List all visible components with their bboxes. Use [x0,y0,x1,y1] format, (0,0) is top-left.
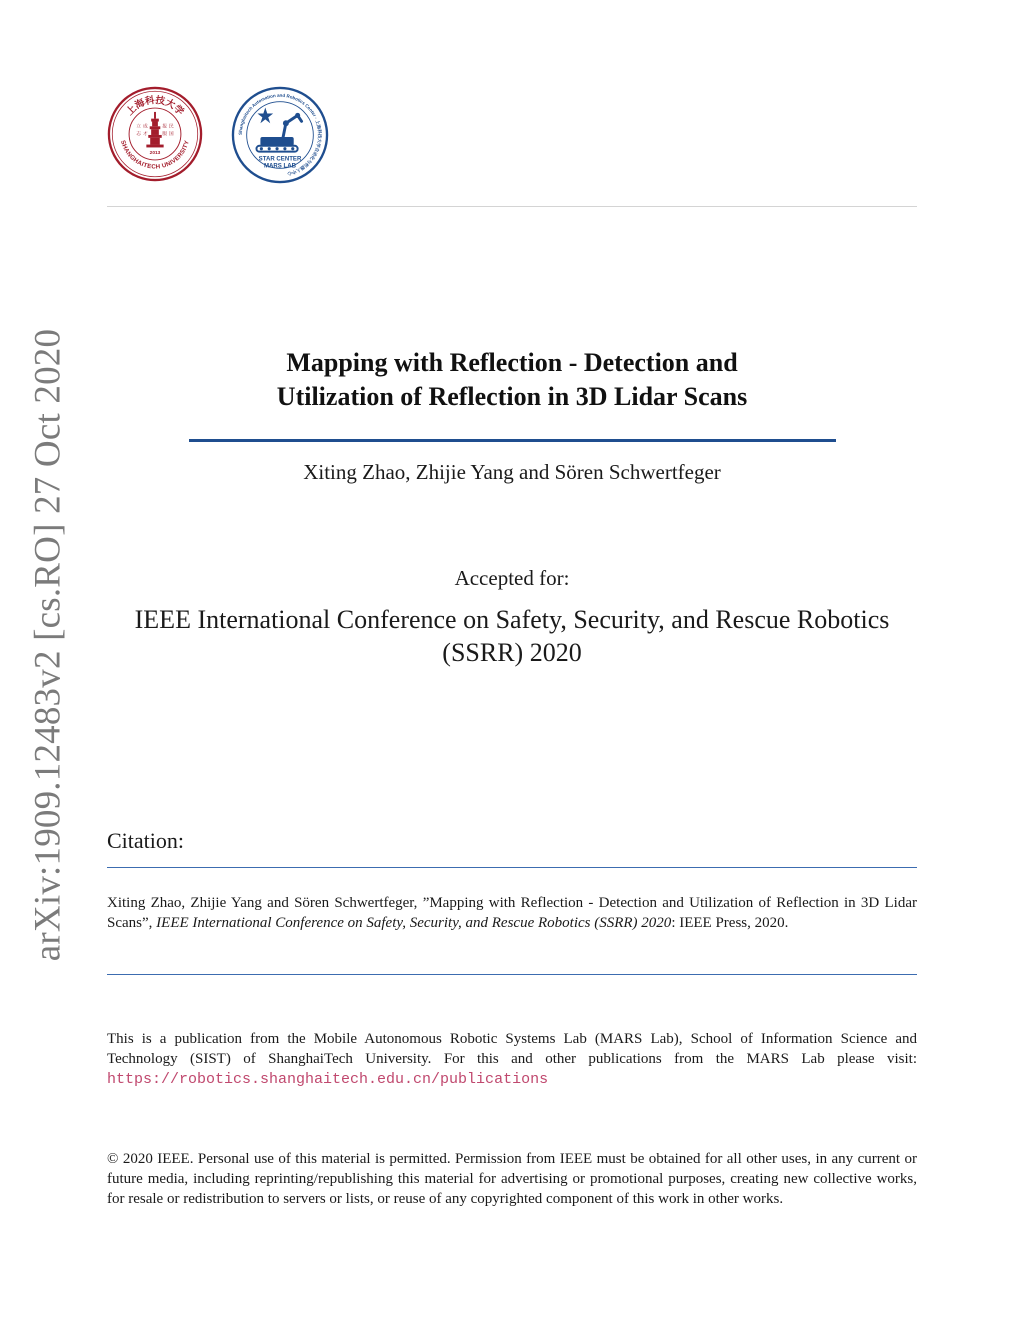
mars-label-line1: STAR CENTER [258,156,302,163]
svg-text:报: 报 [162,124,167,130]
svg-text:才: 才 [143,131,148,137]
citation-heading: Citation: [107,828,184,853]
robot-body-icon [260,137,293,146]
publication-notice [107,1029,917,1090]
svg-text:民: 民 [168,124,174,130]
paper-title [200,346,824,414]
citation-venue: IEEE International Conference on Safety, Security, and Rescue Robotics (SSRR) 2020 [156,915,672,931]
citation-text [107,893,917,933]
author-list: Xiting Zhao, Zhijie Yang and Sören Schwertfeger [303,460,721,484]
citation-bottom-rule [107,974,917,975]
header-divider [107,206,917,207]
copyright-notice: © 2020 IEEE. Personal use of this material is permitted. Permission from IEEE must be obtained for all other uses, in any current or future media, including reprinting/republishing this material for advertising or promotional purposes, creating new collective works, for resale or redistribution to servers or lists, or reuse of any copyrighted component of this work in other works. [107,1151,917,1207]
accepted-for-label: Accepted for: [454,566,570,590]
citation-publisher: : IEEE Press, 2020. [671,915,789,931]
shanghaitech-year: 2013 [149,151,161,157]
conference-venue-line2: (SSRR) 2020 [442,638,582,667]
publications-link[interactable]: https://robotics.shanghaitech.edu.cn/publications [107,1071,549,1088]
paper-title-line1: Mapping with Reflection - Detection and [286,348,738,377]
shanghaitech-chinese-name: 上海科技大学 [124,95,186,118]
mars-label-line2: MARS LAB [264,163,296,170]
svg-text:成: 成 [143,124,148,130]
shanghaitech-university-logo [107,86,203,182]
mars-lab-logo [231,86,329,184]
conference-venue-line1: IEEE International Conference on Safety, Security, and Rescue Robotics [134,605,890,634]
paper-title-line2: Utilization of Reflection in 3D Lidar Scans [276,382,748,411]
svg-text:志: 志 [136,131,142,137]
citation-top-rule [107,867,917,868]
mars-ring-text: Shanghaitech Automation and Robotics Center · 上海科技大学自动化与机器人中心 [237,92,323,177]
svg-text:国: 国 [168,131,174,137]
citation-authors-title: Xiting Zhao, Zhijie Yang and Sören Schwertfeger, ”Mapping with Reflection - Detection and Utilization of Reflection in 3D Lidar Scans”, [107,895,917,931]
conference-venue [107,603,917,669]
svg-text:立: 立 [136,124,142,130]
publication-notice-text: This is a publication from the Mobile Autonomous Robotic Systems Lab (MARS Lab), School of Information Science and Technology (SIST) of ShanghaiTech University. For this and other publications from the MARS Lab please visit: [107,1031,917,1067]
arxiv-identifier-stamp: arXiv:1909.12483v2 [cs.RO] 27 Oct 2020 [27,328,69,962]
shanghaitech-ring-text: SHANGHAITECH UNIVERSITY [119,139,191,171]
title-underline [189,439,836,442]
svg-text:服: 服 [162,131,167,137]
